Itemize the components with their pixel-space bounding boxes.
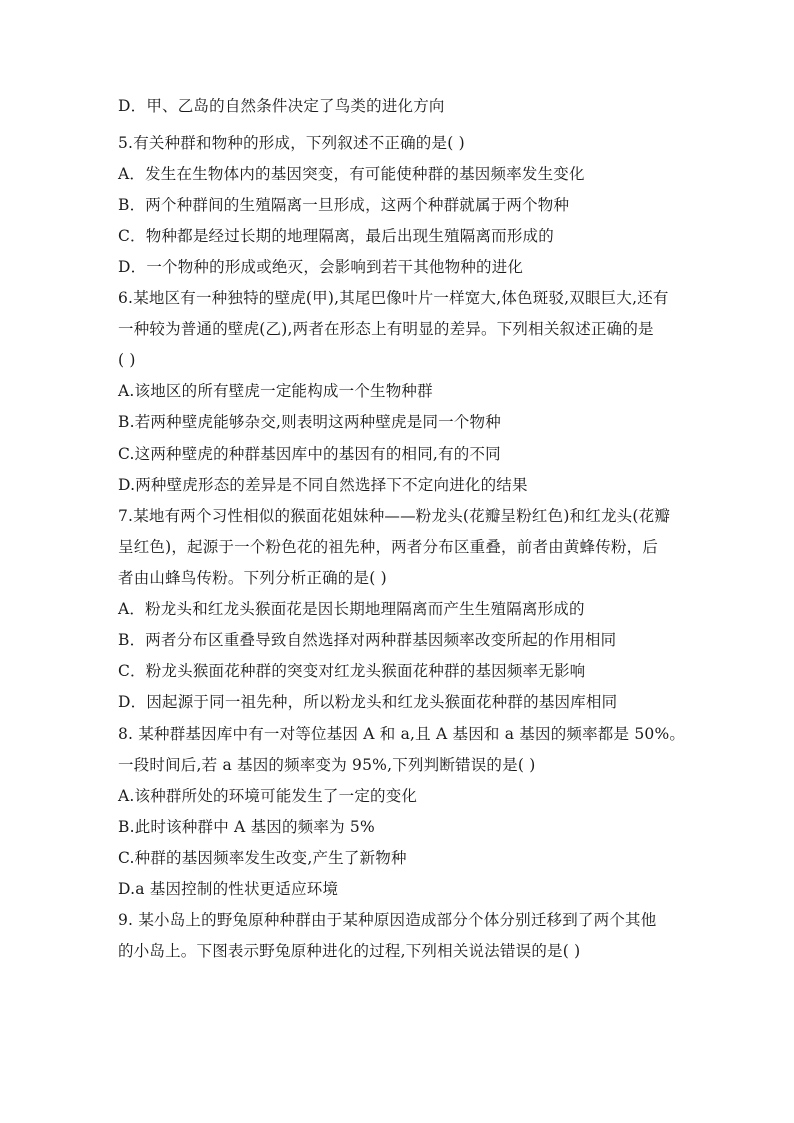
question-9-stem-line2: 的小岛上。下图表示野兔原种进化的过程,下列相关说法错误的是( ): [118, 942, 581, 960]
question-5-option-b: B．两个种群间的生殖隔离一旦形成，这两个种群就属于两个物种: [118, 196, 570, 214]
question-8-stem-line1: 8. 某种群基因库中有一对等位基因 A 和 a,且 A 基因和 a 基因的频率都是 50%。: [118, 725, 686, 743]
question-5-option-c: C．物种都是经过长期的地理隔离，最后出现生殖隔离而形成的: [118, 227, 554, 245]
question-7-option-a: A．粉龙头和红龙头猴面花是因长期地理隔离而产生生殖隔离形成的: [118, 600, 585, 618]
question-8-option-d: D.a 基因控制的性状更适应环境: [118, 880, 339, 898]
question-6-option-b: B.若两种壁虎能够杂交,则表明这两种壁虎是同一个物种: [118, 413, 501, 431]
question-8-option-a: A.该种群所处的环境可能发生了一定的变化: [118, 787, 418, 805]
question-5-option-a: A．发生在生物体内的基因突变，有可能使种群的基因频率发生变化: [118, 165, 585, 183]
question-5-stem: 5.有关种群和物种的形成，下列叙述不正确的是( ): [118, 134, 465, 152]
question-7-stem-line1: 7.某地有两个习性相似的猴面花姐妹种——粉龙头(花瓣呈粉红色)和红龙头(花瓣: [118, 507, 671, 525]
question-9-stem-line1: 9. 某小岛上的野兔原种种群由于某种原因造成部分个体分别迁移到了两个其他: [118, 911, 657, 929]
question-6-option-c: C.这两种壁虎的种群基因库中的基因有的相同,有的不同: [118, 445, 501, 463]
question-6-answer-blank: ( ): [118, 351, 136, 369]
question-8-option-c: C.种群的基因频率发生改变,产生了新物种: [118, 849, 407, 867]
question-6-stem-line2: 一种较为普通的壁虎(乙),两者在形态上有明显的差异。下列相关叙述正确的是: [118, 320, 654, 338]
question-8-option-b: B.此时该种群中 A 基因的频率为 5%: [118, 818, 375, 836]
question-7-option-d: D．因起源于同一祖先种，所以粉龙头和红龙头猴面花种群的基因库相同: [118, 693, 618, 711]
question-6-option-a: A.该地区的所有壁虎一定能构成一个生物种群: [118, 382, 433, 400]
question-7-stem-line3: 者由山蜂鸟传粉。下列分析正确的是( ): [118, 569, 387, 587]
question-5-option-d: D．一个物种的形成或绝灭，会影响到若干其他物种的进化: [118, 258, 524, 276]
option-4d: D．甲、乙岛的自然条件决定了鸟类的进化方向: [118, 97, 445, 115]
question-7-option-b: B．两者分布区重叠导致自然选择对两种群基因频率改变所起的作用相同: [118, 631, 617, 649]
question-7-stem-line2: 呈红色)，起源于一个粉色花的祖先种，两者分布区重叠，前者由黄蜂传粉，后: [118, 538, 659, 556]
question-6-stem-line1: 6.某地区有一种独特的壁虎(甲),其尾巴像叶片一样宽大,体色斑驳,双眼巨大,还有: [118, 289, 669, 307]
question-8-stem-line2: 一段时间后,若 a 基因的频率变为 95%,下列判断错误的是( ): [118, 756, 536, 774]
question-6-option-d: D.两种壁虎形态的差异是不同自然选择下不定向进化的结果: [118, 476, 528, 494]
question-7-option-c: C．粉龙头猴面花种群的突变对红龙头猴面花种群的基因频率无影响: [118, 662, 586, 680]
